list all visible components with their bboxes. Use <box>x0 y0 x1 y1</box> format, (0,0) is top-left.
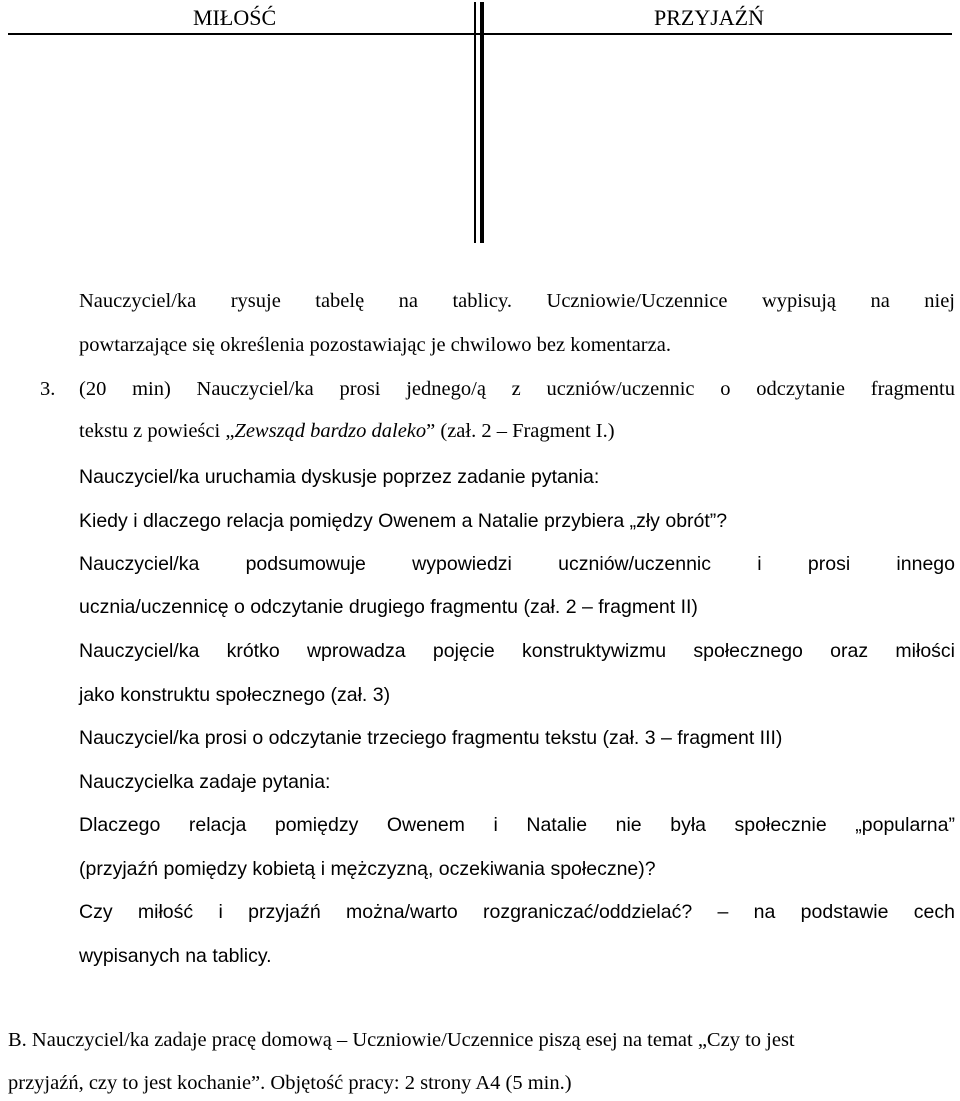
step3-line2 <box>79 420 955 443</box>
summary-line1: Nauczyciel/ka podsumowuje wypowiedzi uczniów/uczennic i prosi innego <box>79 553 955 575</box>
paragraph-table-instruction-line1: Nauczyciel/ka rysuje tabelę na tablicy. Uczniowie/Uczennice wypisują na niej <box>79 290 955 312</box>
question-1: Kiedy i dlaczego relacja pomiędzy Owenem a Natalie przybiera „zły obrót”? <box>79 510 728 532</box>
love-friendship-table <box>0 0 960 245</box>
teacher-asks-questions: Nauczycielka zadaje pytania: <box>79 771 331 793</box>
table-header-love: MIŁOŚĆ <box>193 5 277 30</box>
question-3-line2: wypisanych na tablicy. <box>79 945 272 967</box>
step-number-3: 3. <box>40 378 56 400</box>
discussion-intro: Nauczyciel/ka uruchamia dyskusje poprzez zadanie pytania: <box>79 466 600 488</box>
paragraph-table-instruction-line2: powtarzające się określenia pozostawiając je chwilowo bez komentarza. <box>79 334 671 356</box>
step3-line2-prefix: tekstu z powieści „ <box>79 420 235 442</box>
homework-line2: przyjaźń, czy to jest kochanie”. Objętość pracy: 2 strony A4 (5 min.) <box>8 1072 572 1094</box>
step3-line1: (20 min) Nauczyciel/ka prosi jednego/ą z uczniów/uczennic o odczytanie fragmentu <box>79 378 955 400</box>
summary-line2: ucznia/uczennicę o odczytanie drugiego fragmentu (zał. 2 – fragment II) <box>79 596 698 618</box>
question-2-line1: Dlaczego relacja pomiędzy Owenem i Natalie nie była społecznie „popularna” <box>79 814 955 836</box>
concept-line1: Nauczyciel/ka krótko wprowadza pojęcie konstruktywizmu społecznego oraz miłości <box>79 640 955 662</box>
table-vertical-divider <box>474 2 484 243</box>
concept-line2: jako konstruktu społecznego (zał. 3) <box>79 684 391 706</box>
question-3-line1: Czy miłość i przyjaźń można/warto rozgraniczać/oddzielać? – na podstawie cech <box>79 901 955 923</box>
table-header-friendship: PRZYJAŹŃ <box>654 5 765 30</box>
step3-line2-suffix: ” (zał. 2 – Fragment I.) <box>426 420 615 442</box>
homework-line1: B. Nauczyciel/ka zadaje pracę domową – Uczniowie/Uczennice piszą esej na temat „Czy to jest <box>8 1029 795 1051</box>
question-2-line2: (przyjaźń pomiędzy kobietą i mężczyzną, oczekiwania społeczne)? <box>79 858 656 880</box>
third-fragment-instruction: Nauczyciel/ka prosi o odczytanie trzeciego fragmentu tekstu (zał. 3 – fragment III) <box>79 727 783 749</box>
book-title: Zewsząd bardzo daleko <box>234 420 427 442</box>
